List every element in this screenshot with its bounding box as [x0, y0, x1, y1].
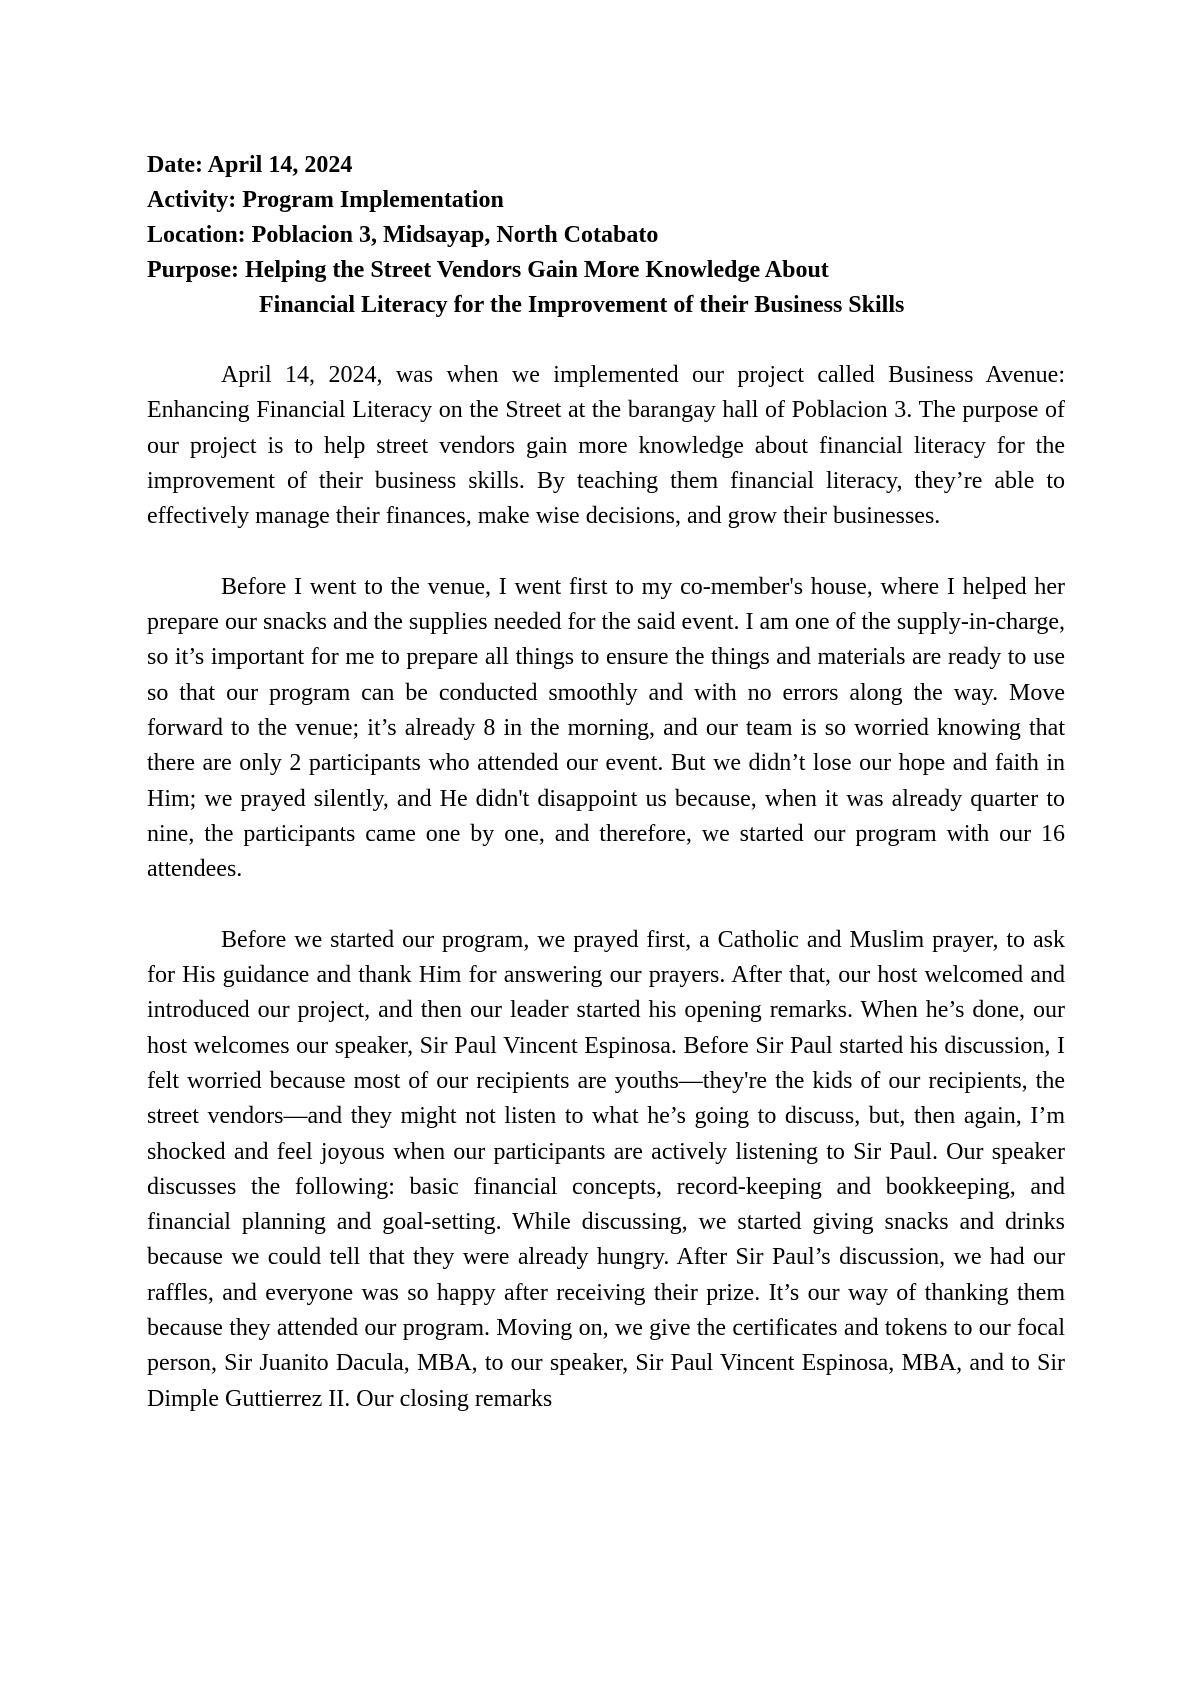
paragraph: Before I went to the venue, I went first to my co-member's house, where I helped her prepare our snacks and the supplies needed for the said event. I am one of the supply-in-charge, so it’s important for me to prepare all things to ensure the things and materials are ready to use so that our program can be conducted smoothly and with no errors along the way. Move forward to the venue; it’s already 8 in the morning, and our team is so worried knowing that there are only 2 participants who attended our event. But we didn’t lose our hope and faith in Him; we prayed silently, and He didn't disappoint us because, when it was already quarter to nine, the participants came one by one, and therefore, we started our program with our 16 attendees. [147, 573, 1065, 883]
report-header [147, 148, 1067, 323]
activity-line: Activity: Program Implementation [147, 187, 504, 213]
location-line: Location: Poblacion 3, Midsayap, North Cotabato [147, 222, 659, 248]
date-line: Date: April 14, 2024 [147, 152, 353, 178]
report-body [147, 358, 1065, 1452]
purpose-line-continued: Financial Literacy for the Improvement of their Business Skills [259, 292, 905, 318]
paragraph: Before we started our program, we prayed first, a Catholic and Muslim prayer, to ask for His guidance and thank Him for answering our prayers. After that, our host welcomed and introduced our project, and then our leader started his opening remarks. When he’s done, our host welcomes our speaker, Sir Paul Vincent Espinosa. Before Sir Paul started his discussion, I felt worried because most of our recipients are youths—they're the kids of our recipients, the street vendors—and they might not listen to what he’s going to discuss, but, then again, I’m shocked and feel joyous when our participants are actively listening to Sir Paul. Our speaker discusses the following: basic financial concepts, record-keeping and bookkeeping, and financial planning and goal-setting. While discussing, we started giving snacks and drinks because we could tell that they were already hungry. After Sir Paul’s discussion, we had our raffles, and everyone was so happy after receiving their prize. It’s our way of thanking them because they attended our program. Moving on, we give the certificates and tokens to our focal person, Sir Juanito Dacula, MBA, to our speaker, Sir Paul Vincent Espinosa, MBA, and to Sir Dimple Guttierrez II. Our closing remarks [147, 926, 1065, 1412]
paragraph: April 14, 2024, was when we implemented our project called Business Avenue: Enhancing Financial Literacy on the Street at the barangay hall of Poblacion 3. The purpose of our project is to help street vendors gain more knowledge about financial literacy for the improvement of their business skills. By teaching them financial literacy, they’re able to effectively manage their finances, make wise decisions, and grow their businesses. [147, 362, 1065, 530]
purpose-line: Purpose: Helping the Street Vendors Gain More Knowledge About [147, 257, 829, 283]
